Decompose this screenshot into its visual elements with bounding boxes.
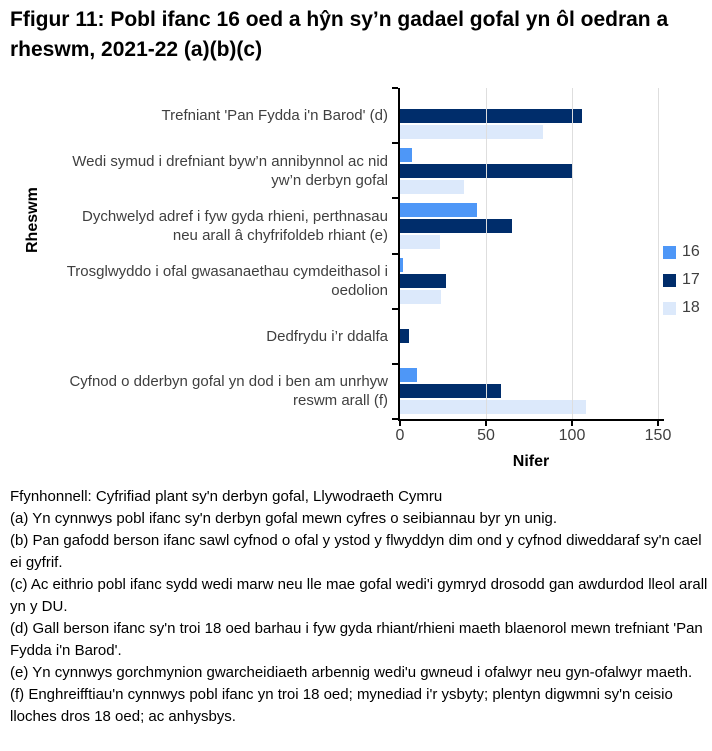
category-axis-labels [64, 88, 394, 419]
footnotes [10, 486, 710, 728]
y-tick-5 [392, 363, 398, 365]
bar-rows [400, 88, 662, 419]
legend-swatch-16 [663, 246, 676, 259]
y-tick-3 [392, 253, 398, 255]
y-tick-4 [392, 308, 398, 310]
bar-group-3 [400, 254, 662, 309]
x-tick-100 [571, 421, 573, 426]
figure-title: Ffigur 11: Pobl ifanc 16 oed a hŷn sy’n gadael gofal yn ôl oedran a rheswm, 2021-22 (a)(b)(c) [10, 8, 669, 61]
y-tick-0 [392, 87, 398, 89]
legend-item-17 [663, 271, 700, 289]
bar-age16-cat5 [400, 368, 417, 382]
bar-age17-cat4 [400, 329, 409, 343]
footnote-d: (d) Gall berson ifanc sy'n troi 18 oed barhau i fyw gyda rhiant/rhieni maeth blaenorol mewn trefniant 'Pan Fydda i'n Barod'. [10, 620, 703, 659]
bar-age17-cat3 [400, 274, 446, 288]
category-label-0: Trefniant 'Pan Fydda i'n Barod' (d) [161, 107, 388, 125]
legend-label-16: 16 [682, 243, 700, 260]
x-tick-label-100: 100 [558, 427, 586, 444]
gridline-100 [572, 88, 573, 419]
bar-age16-cat2 [400, 203, 477, 217]
footnote-a: (a) Yn cynnwys pobl ifanc sy'n derbyn gofal mewn cyfres o seibiannau byr yn unig. [10, 510, 558, 527]
x-tick-label-50: 50 [477, 427, 495, 444]
gridline-50 [486, 88, 487, 419]
bar-age18-cat0 [400, 125, 543, 139]
footnote-b: (b) Pan gafodd berson ifanc sawl cyfnod o ofal y ystod y flwyddyn dim ond y cyfnod diweddaraf sy'n cael ei gyfrif. [10, 532, 702, 571]
category-label-5: Cyfnod o dderbyn gofal yn dod i ben am unrhyw reswm arall (f) [69, 373, 388, 410]
bar-group-1 [400, 143, 662, 198]
bar-group-4 [400, 309, 662, 364]
bar-age18-cat3 [400, 290, 441, 304]
bar-group-2 [400, 198, 662, 253]
y-tick-2 [392, 197, 398, 199]
y-tick-6 [392, 418, 398, 420]
legend-item-18 [663, 299, 700, 317]
legend [663, 243, 700, 317]
y-axis-title: Rheswm [24, 187, 41, 253]
bar-group-0 [400, 88, 662, 143]
footnote-e: (e) Yn cynnwys gorchmynion gwarcheidiaeth arbennig wedi'u gwneud i ofalwyr neu gyn-ofalwyr maeth. [10, 664, 693, 681]
bar-age18-cat5 [400, 400, 586, 414]
legend-label-18: 18 [682, 299, 700, 316]
bar-age17-cat2 [400, 219, 512, 233]
bar-group-5 [400, 364, 662, 419]
bar-age17-cat0 [400, 109, 582, 123]
x-tick-0 [399, 421, 401, 426]
category-label-4: Dedfrydu i’r ddalfa [266, 327, 388, 345]
legend-swatch-18 [663, 302, 676, 315]
x-tick-label-0: 0 [395, 427, 405, 444]
plot-area [400, 88, 662, 419]
bar-age16-cat1 [400, 148, 412, 162]
x-axis-title: Nifer [512, 453, 550, 470]
footnote-f: (f) Enghreifftiau'n cynnwys pobl ifanc yn troi 18 oed; mynediad i'r ysbyty; plentyn digwmni sy'n ceisio lloches dros 18 oed; ac anhysbys. [10, 686, 673, 725]
x-tick-50 [485, 421, 487, 426]
bar-age18-cat1 [400, 180, 464, 194]
gridline-150 [658, 88, 659, 419]
bar-age16-cat3 [400, 258, 403, 272]
x-tick-label-150: 150 [644, 427, 672, 444]
x-axis-line [398, 419, 664, 421]
bar-age18-cat2 [400, 235, 440, 249]
category-label-2: Dychwelyd adref i fyw gyda rhieni, perthnasau neu arall â chyfrifoldeb rhiant (e) [82, 207, 388, 244]
footnote-c: (c) Ac eithrio pobl ifanc sydd wedi marw neu lle mae gofal wedi'i gymryd drosodd gan awdurdod lleol arall yn y DU. [10, 576, 708, 615]
legend-item-16 [663, 243, 700, 261]
y-tick-1 [392, 142, 398, 144]
category-label-1: Wedi symud i drefniant byw’n annibynnol ac nid yw’n derbyn gofal [72, 152, 388, 189]
legend-swatch-17 [663, 274, 676, 287]
legend-label-17: 17 [682, 271, 700, 288]
x-tick-150 [657, 421, 659, 426]
source-note: Ffynhonnell: Cyfrifiad plant sy'n derbyn gofal, Llywodraeth Cymru [10, 488, 443, 505]
category-label-3: Trosglwyddo i ofal gwasanaethau cymdeithasol i oedolion [66, 263, 388, 300]
